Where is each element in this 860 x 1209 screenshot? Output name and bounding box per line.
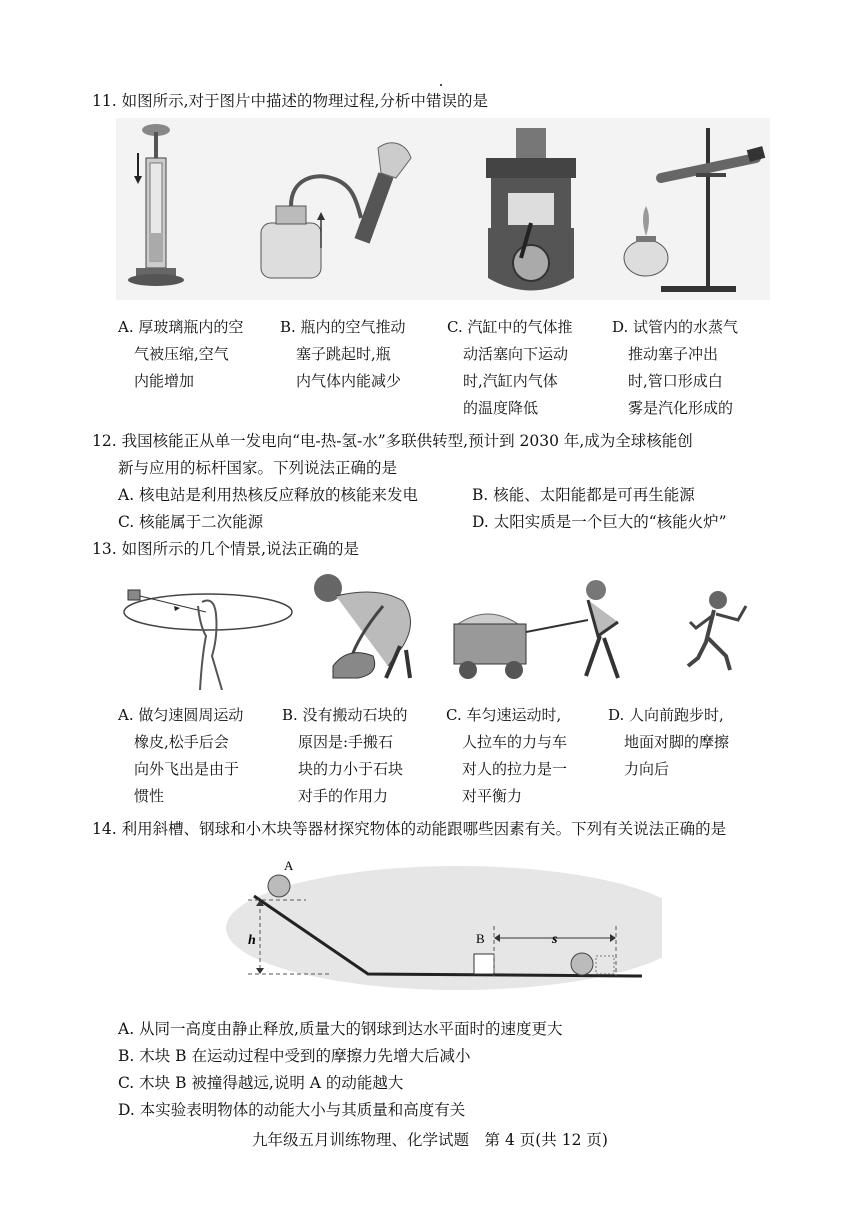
label-h: h [248,933,256,948]
q11-stem-text: 11. 如图所示,对于图片中描述的物理过程,分析中 [92,92,426,110]
q14-option-b: B. 木块 B 在运动过程中受到的摩擦力先增大后减小 [118,1047,471,1065]
girl-lifting-rock-image [314,574,411,678]
q11-figure [116,118,770,300]
circular-motion-image [124,590,292,690]
q14-option-c: C. 木块 B 被撞得越远,说明 A 的动能越大 [118,1074,404,1092]
q12-option-b: B. 核能、太阳能都是可再生能源 [472,486,695,504]
label-a: A [284,858,294,873]
q13-option-d: D. 人向前跑步时, 地面对脚的摩擦 力向后 [608,706,730,778]
q12-stem-line2: 新与应用的标杆国家。下列说法正确的是 [118,459,398,477]
q11-option-d: D. 试管内的水蒸气 推动塞子冲出 时,管口形成白 雾是汽化形成的 [612,318,739,417]
q13-option-a: A. 做匀速圆周运动 橡皮,松手后会 向外飞出是由于 惯性 [118,706,244,805]
q13-figure [118,566,760,690]
page-footer: 九年级五月训练物理、化学试题 第 4 页(共 12 页) [252,1131,608,1149]
label-s: s [552,932,558,947]
q12-option-c: C. 核能属于二次能源 [118,513,264,531]
q11-stem-tail: 的是 [456,92,488,110]
q11-option-a: A. 厚玻璃瓶内的空 气被压缩,空气 内能增加 [118,318,244,390]
boy-pulling-cart-image [454,580,618,679]
q13-stem: 13. 如图所示的几个情景,说法正确的是 [92,540,360,558]
q12-option-a: A. 核电站是利用热核反应释放的核能来发电 [118,486,419,504]
q14-stem: 14. 利用斜槽、钢球和小木块等器材探究物体的动能跟哪些因素有关。下列有关说法正确的是 [92,820,727,838]
runner-image [688,591,746,670]
label-b: B [476,931,485,946]
q11-option-c: C. 汽缸中的气体推 动活塞向下运动 时,汽缸内气体 的温度降低 [447,318,573,417]
q13-option-b: B. 没有搬动石块的 原因是:手搬石 块的力小于石块 对手的作用力 [282,706,408,805]
q11-option-b: B. 瓶内的空气推动 塞子跳起时,瓶 内气体内能减少 [280,318,406,390]
q14-option-a: A. 从同一高度由静止释放,质量大的钢球到达水平面时的速度更大 [118,1020,563,1038]
q12-stem-line1: 12. 我国核能正从单一发电向“电-热-氢-水”多联供转型,预计到 2030 年,成为全球核能创 [92,432,693,450]
q11-stem [92,88,488,114]
q14-figure [222,846,662,1008]
q13-option-c: C. 车匀速运动时, 人拉车的力与车 对人的拉力是一 对平衡力 [446,706,568,805]
q14-option-d: D. 本实验表明物体的动能大小与其质量和高度有关 [118,1101,466,1119]
q11-emphasis: 错误 [426,88,457,114]
q12-option-d: D. 太阳实质是一个巨大的“核能火炉” [472,513,727,531]
